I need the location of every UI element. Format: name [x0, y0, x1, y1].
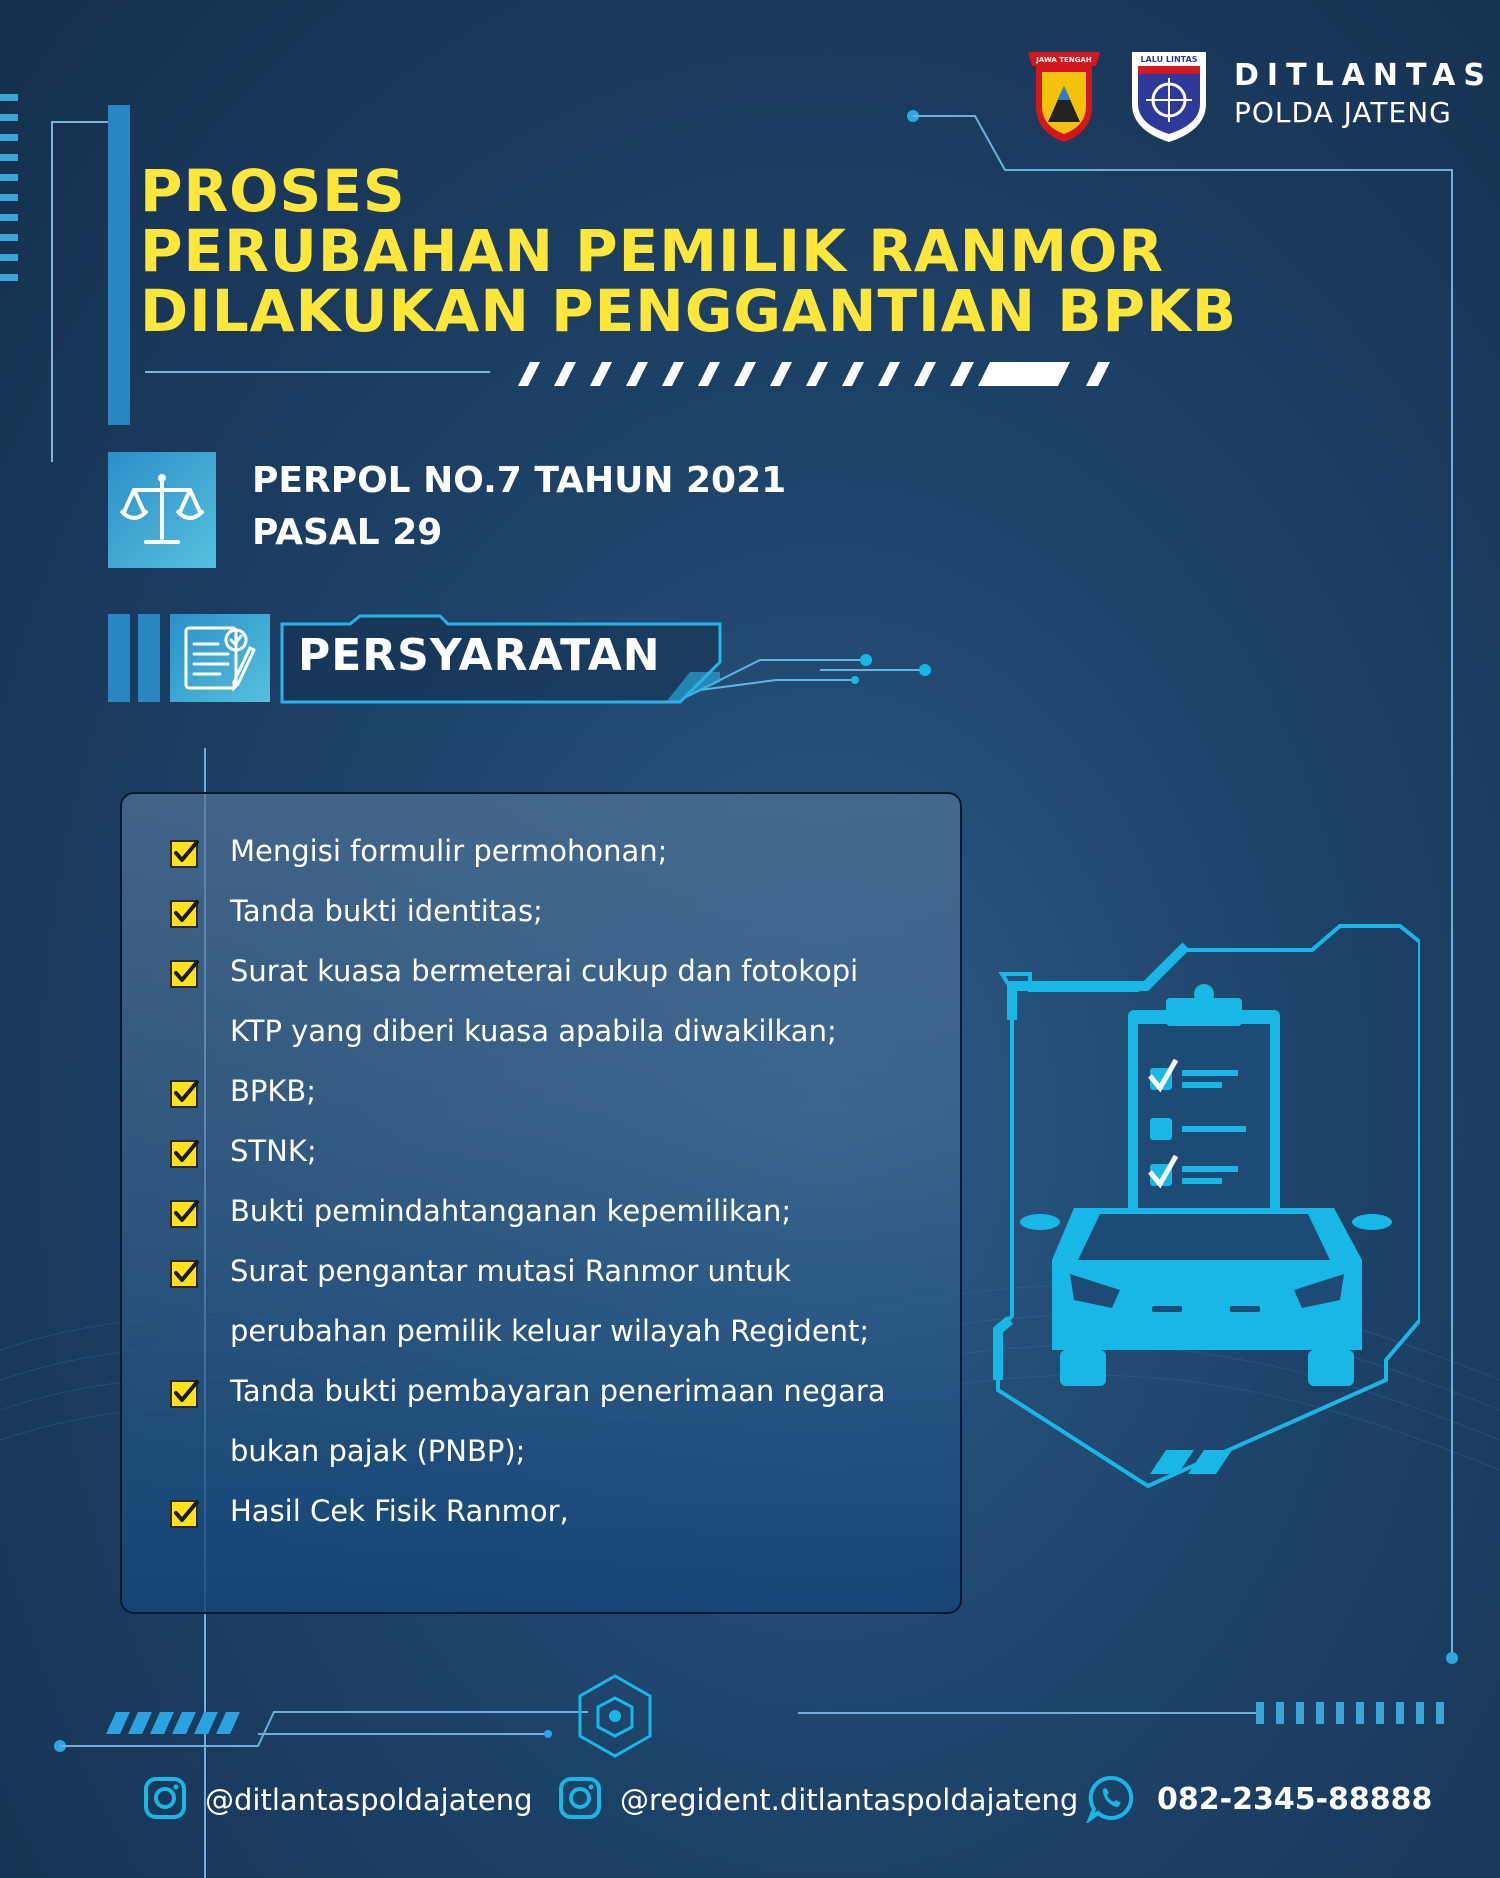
requirement-text: Hasil Cek Fisik Ranmor, [230, 1494, 569, 1528]
list-item [122, 944, 964, 1064]
brand-title: DITLANTAS [1234, 58, 1493, 93]
checkbox-checked-icon [170, 1138, 200, 1168]
instagram-handle-2[interactable]: @regident.ditlantaspoldajateng [620, 1783, 1079, 1817]
requirement-text: Tanda bukti pembayaran penerimaan negara [230, 1374, 886, 1408]
requirements-card [120, 792, 962, 1614]
brand-subtitle: POLDA JATENG [1234, 96, 1452, 129]
requirement-text: bukan pajak (PNBP); [230, 1434, 526, 1468]
phone-number[interactable]: 082-2345-88888 [1157, 1782, 1433, 1817]
checkbox-checked-icon [170, 1258, 200, 1288]
checkbox-checked-icon [170, 1378, 200, 1408]
list-item [122, 1124, 964, 1184]
list-item [122, 1244, 964, 1364]
list-item [122, 1184, 964, 1244]
svg-text:JAWA TENGAH: JAWA TENGAH [1036, 56, 1092, 64]
requirement-text: BPKB; [230, 1074, 317, 1108]
list-item [122, 1064, 964, 1124]
requirement-text: Tanda bukti identitas; [230, 894, 543, 928]
instagram-icon-2[interactable] [558, 1776, 602, 1820]
document-pen-icon [170, 614, 270, 702]
requirement-text: STNK; [230, 1134, 317, 1168]
title-line-2: PERUBAHAN PEMILIK RANMOR [140, 217, 1165, 285]
section-bar-1 [108, 614, 130, 702]
regulation-line-2: PASAL 29 [252, 512, 443, 553]
car-clipboard-checklist-icon [990, 890, 1420, 1490]
requirement-text: KTP yang diberi kuasa apabila diwakilkan; [230, 1014, 837, 1048]
requirement-text: perubahan pemilik keluar wilayah Regident; [230, 1314, 870, 1348]
checkbox-checked-icon [170, 1198, 200, 1228]
checkbox-checked-icon [170, 958, 200, 988]
checkbox-checked-icon [170, 838, 200, 868]
requirement-text: Surat kuasa bermeterai cukup dan fotokopi [230, 954, 859, 988]
svg-text:LALU LINTAS: LALU LINTAS [1140, 55, 1198, 64]
section-bar-2 [138, 614, 160, 702]
document-icon-box [170, 614, 270, 702]
whatsapp-icon[interactable] [1086, 1773, 1136, 1823]
lalu-lintas-shield-icon [1128, 48, 1210, 144]
list-item [122, 824, 964, 884]
list-item [122, 1364, 964, 1484]
section-title: PERSYARATAN [298, 630, 661, 681]
title-line-1: PROSES [140, 157, 406, 225]
requirement-text: Mengisi formulir permohonan; [230, 834, 668, 868]
instagram-icon-1[interactable] [143, 1776, 187, 1820]
jawa-tengah-emblem-icon [1028, 46, 1100, 146]
title-line-3: DILAKUKAN PENGGANTIAN BPKB [140, 277, 1238, 345]
scales-icon-box [108, 452, 216, 568]
checkbox-checked-icon [170, 1498, 200, 1528]
requirement-text: Surat pengantar mutasi Ranmor untuk [230, 1254, 791, 1288]
requirement-text: Bukti pemindahtanganan kepemilikan; [230, 1194, 792, 1228]
checkbox-checked-icon [170, 1078, 200, 1108]
list-item [122, 1484, 964, 1544]
instagram-handle-1[interactable]: @ditlantaspoldajateng [205, 1783, 533, 1817]
list-item [122, 884, 964, 944]
checkbox-checked-icon [170, 898, 200, 928]
scales-of-justice-icon [108, 452, 216, 568]
regulation-line-1: PERPOL NO.7 TAHUN 2021 [252, 460, 787, 501]
